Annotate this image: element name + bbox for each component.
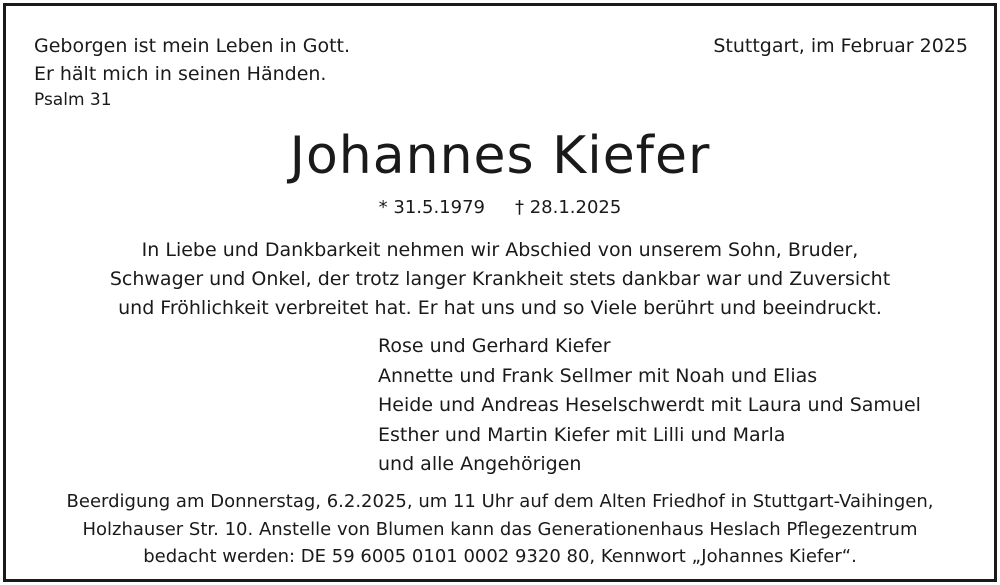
message-line: und Fröhlichkeit verbreitet hat. Er hat uns und so Viele berührt und beeindruckt.	[118, 297, 882, 319]
mourner-line: Esther und Martin Kiefer mit Lilli und Marla	[378, 423, 786, 446]
bible-verse	[34, 32, 350, 88]
mourner-line: Rose und Gerhard Kiefer	[378, 335, 611, 357]
funeral-line: Beerdigung am Donnerstag, 6.2.2025, um 11 Uhr auf dem Alten Friedhof in Stuttgart-Vaihingen,	[66, 491, 934, 512]
funeral-line: Holzhauser Str. 10. Anstelle von Blumen kann das Generationenhaus Heslach Pflegezentrum	[82, 518, 918, 540]
message-line: In Liebe und Dankbarkeit nehmen wir Abschied von unserem Sohn, Bruder,	[141, 239, 859, 261]
farewell-message	[6, 236, 994, 323]
mourner-line: Heide und Andreas Heselschwerdt mit Laura und Samuel	[378, 394, 921, 416]
mourner-line: und alle Angehörigen	[378, 453, 582, 475]
death-date: † 28.1.2025	[515, 197, 622, 218]
place-date: Stuttgart, im Februar 2025	[713, 35, 968, 57]
verse-source: Psalm 31	[34, 90, 112, 110]
birth-date: * 31.5.1979	[378, 197, 485, 218]
funeral-line: bedacht werden: DE 59 6005 0101 0002 9320 80, Kennwort „Johannes Kiefer“.	[143, 546, 857, 567]
mourner-line: Annette und Frank Sellmer mit Noah und Elias	[378, 364, 818, 387]
obituary-notice	[3, 3, 997, 582]
life-dates	[6, 196, 994, 220]
message-line: Schwager und Onkel, der trotz langer Krankheit stets dankbar war und Zuversicht	[109, 268, 891, 290]
funeral-info	[6, 488, 994, 571]
deceased-name: Johannes Kiefer	[289, 126, 711, 186]
mourners-list	[378, 332, 921, 480]
verse-line: Geborgen ist mein Leben in Gott.	[34, 35, 351, 57]
verse-line: Er hält mich in seinen Händen.	[34, 63, 327, 85]
